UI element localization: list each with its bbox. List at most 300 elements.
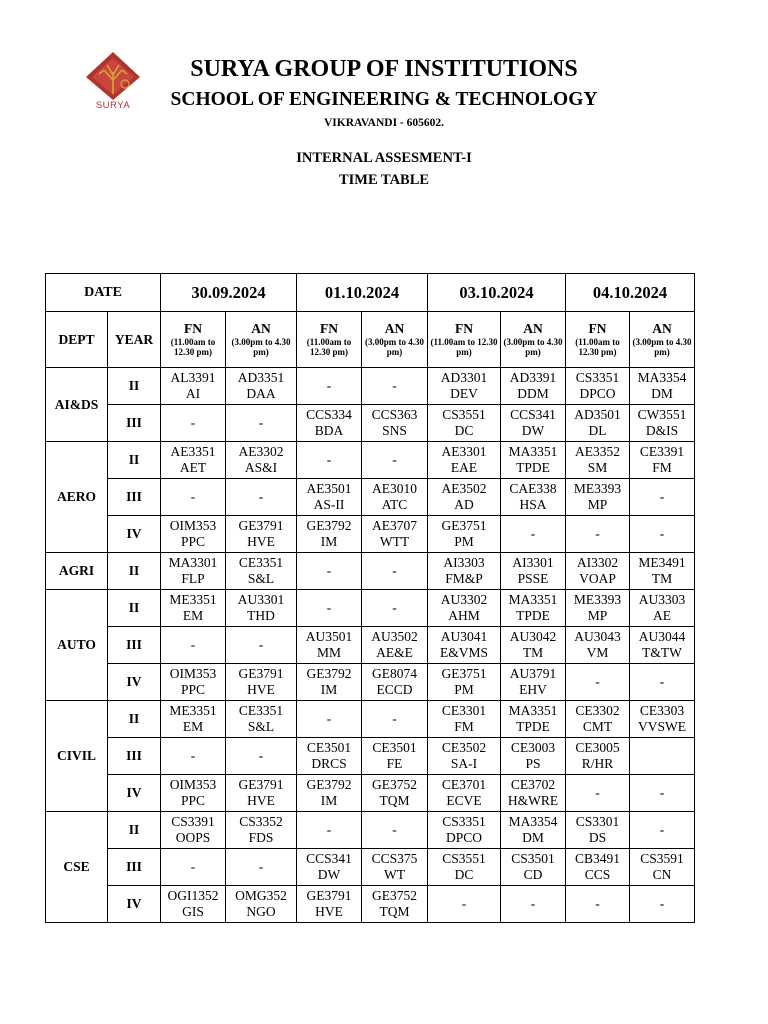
- exam-cell: [630, 553, 695, 590]
- course-abbr: CCS: [584, 867, 611, 882]
- exam-cell: [161, 405, 226, 442]
- exam-cell: [362, 479, 428, 516]
- table-row: [46, 849, 695, 886]
- exam-cell: [297, 775, 362, 812]
- course-abbr: DS: [588, 830, 607, 845]
- exam-cell: [630, 886, 695, 923]
- course-code: -: [392, 711, 397, 726]
- course-abbr: DC: [454, 867, 474, 882]
- course-code: AU3502: [371, 629, 418, 644]
- exam-cell: [161, 664, 226, 701]
- exam-cell: [161, 886, 226, 923]
- exam-cell: [161, 553, 226, 590]
- course-abbr: ATC: [381, 497, 408, 512]
- exam-cell: [566, 849, 630, 886]
- course-abbr: HSA: [519, 497, 547, 512]
- course-code: AD3351: [237, 370, 285, 385]
- exam-cell: [428, 664, 501, 701]
- fn-session-header: [161, 312, 226, 368]
- course-code: OIM353: [169, 518, 217, 533]
- table-row: [46, 664, 695, 701]
- table-row: [46, 701, 695, 738]
- course-code: -: [326, 711, 332, 726]
- address: VIKRAVANDI - 605602.: [323, 117, 445, 129]
- course-code: -: [659, 674, 665, 689]
- course-code: GE3751: [441, 518, 487, 533]
- course-abbr: FM: [652, 460, 672, 475]
- exam-cell: [428, 590, 501, 627]
- course-code: CS3301: [575, 814, 620, 829]
- exam-cell: [428, 442, 501, 479]
- session-time: (3.00pm to 4.30 pm): [365, 337, 425, 357]
- course-code: GE3752: [372, 777, 418, 792]
- course-code: CS3351: [442, 814, 486, 829]
- course-abbr: BDA: [314, 423, 344, 438]
- course-code: -: [190, 859, 196, 874]
- exam-cell: [226, 479, 297, 516]
- an-session-header: [630, 312, 695, 368]
- date-header: 03.10.2024: [428, 274, 566, 312]
- exam-cell: [501, 516, 566, 553]
- course-abbr: CD: [523, 867, 543, 882]
- exam-cell: [428, 775, 501, 812]
- course-abbr: TM: [651, 571, 673, 586]
- exam-cell: [428, 849, 501, 886]
- course-code: AU3303: [638, 592, 686, 607]
- course-code: MA3351: [508, 592, 558, 607]
- course-code: -: [659, 822, 665, 837]
- exam-cell: [297, 738, 362, 775]
- exam-cell: [501, 553, 566, 590]
- course-abbr: FDS: [248, 830, 274, 845]
- course-code: ME3393: [573, 592, 622, 607]
- exam-cell: [630, 627, 695, 664]
- course-abbr: SM: [587, 460, 608, 475]
- course-code: -: [659, 526, 665, 541]
- course-abbr: FLP: [181, 571, 205, 586]
- course-code: -: [392, 378, 397, 393]
- course-code: GE3792: [306, 777, 352, 792]
- course-code: CAE338: [509, 481, 557, 496]
- course-code: AE3352: [575, 444, 621, 459]
- date-header: 01.10.2024: [297, 274, 428, 312]
- course-abbr: DEV: [450, 386, 478, 401]
- exam-cell: [226, 442, 297, 479]
- exam-cell: [226, 886, 297, 923]
- course-code: GE3791: [238, 666, 284, 681]
- session-label: AN: [652, 321, 672, 336]
- course-code: AE3501: [306, 481, 352, 496]
- exam-cell: [297, 849, 362, 886]
- course-code: CS3591: [640, 851, 684, 866]
- year-cell: II: [108, 812, 161, 849]
- course-abbr: MM: [317, 645, 342, 660]
- course-code: AE3010: [372, 481, 418, 496]
- session-label: FN: [588, 321, 607, 336]
- exam-cell: [226, 405, 297, 442]
- course-code: CS3352: [239, 814, 283, 829]
- course-code: -: [258, 415, 264, 430]
- year-cell: IV: [108, 775, 161, 812]
- exam-cell: [428, 368, 501, 405]
- session-time: (11.00am to 12.30 pm): [575, 337, 620, 357]
- course-abbr: S&L: [247, 719, 275, 734]
- dept-cell: AGRI: [46, 553, 108, 590]
- institution-title: SURYA GROUP OF INSTITUTIONS: [190, 56, 578, 82]
- course-code: -: [190, 637, 196, 652]
- exam-cell: [428, 886, 501, 923]
- course-code: MA3351: [508, 703, 558, 718]
- course-code: -: [530, 526, 536, 541]
- course-abbr: T&TW: [642, 645, 682, 660]
- exam-cell: [362, 701, 428, 738]
- year-cell: III: [108, 479, 161, 516]
- course-code: CE3391: [639, 444, 685, 459]
- session-time: (3.00pm to 4.30 pm): [231, 337, 291, 357]
- table-row: [46, 590, 695, 627]
- course-abbr: THD: [247, 608, 275, 623]
- course-code: -: [595, 785, 600, 800]
- course-code: ME3351: [169, 703, 217, 718]
- course-abbr: AS-II: [313, 497, 345, 512]
- course-abbr: VOAP: [579, 571, 616, 586]
- an-session-header: [226, 312, 297, 368]
- course-abbr: VM: [586, 645, 609, 660]
- course-code: CW3551: [637, 407, 687, 422]
- course-abbr: DPCO: [579, 386, 616, 401]
- course-code: -: [392, 822, 397, 837]
- session-label: FN: [184, 321, 203, 336]
- exam-cell: [630, 405, 695, 442]
- course-abbr: TQM: [379, 904, 410, 919]
- course-abbr: WTT: [379, 534, 410, 549]
- exam-cell: [428, 479, 501, 516]
- course-code: CS3551: [442, 851, 486, 866]
- course-abbr: AET: [179, 460, 207, 475]
- exam-cell: [226, 553, 297, 590]
- year-cell: II: [108, 553, 161, 590]
- exam-cell: [428, 516, 501, 553]
- exam-cell: [297, 701, 362, 738]
- course-code: ME3491: [638, 555, 686, 570]
- course-code: CE3502: [441, 740, 487, 755]
- course-code: GE3791: [238, 777, 284, 792]
- course-code: -: [326, 822, 332, 837]
- exam-cell: [566, 442, 630, 479]
- course-abbr: IM: [320, 682, 338, 697]
- date-header: 30.09.2024: [161, 274, 297, 312]
- course-abbr: R/HR: [581, 756, 614, 771]
- exam-cell: [501, 627, 566, 664]
- logo-text: SURYA: [95, 100, 131, 111]
- exam-cell: [630, 738, 695, 775]
- course-code: CCS375: [371, 851, 418, 866]
- course-abbr: TQM: [379, 793, 410, 808]
- course-abbr: TPDE: [516, 608, 550, 623]
- exam-cell: [566, 701, 630, 738]
- exam-cell: [362, 553, 428, 590]
- course-code: CE3303: [639, 703, 685, 718]
- course-code: -: [392, 563, 397, 578]
- course-abbr: AE&E: [376, 645, 413, 660]
- course-code: MA3354: [637, 370, 687, 385]
- course-code: AE3707: [372, 518, 418, 533]
- course-abbr: EM: [182, 719, 204, 734]
- course-abbr: S&L: [247, 571, 275, 586]
- course-code: -: [326, 563, 332, 578]
- course-code: CE3702: [510, 777, 556, 792]
- course-abbr: FE: [386, 756, 403, 771]
- exam-cell: [161, 738, 226, 775]
- course-code: AU3044: [638, 629, 686, 644]
- course-code: AU3501: [305, 629, 353, 644]
- exam-cell: [362, 627, 428, 664]
- timetable: [45, 273, 695, 923]
- exam-cell: [566, 664, 630, 701]
- exam-cell: [630, 849, 695, 886]
- course-code: CE3301: [441, 703, 487, 718]
- course-code: CE3005: [575, 740, 620, 755]
- exam-cell: [566, 812, 630, 849]
- exam-cell: [362, 516, 428, 553]
- course-abbr: VVSWE: [638, 719, 687, 734]
- course-abbr: DPCO: [446, 830, 483, 845]
- exam-cell: [428, 738, 501, 775]
- course-abbr: EHV: [519, 682, 547, 697]
- course-abbr: DAA: [246, 386, 276, 401]
- course-code: -: [392, 600, 397, 615]
- course-abbr: AE: [653, 608, 672, 623]
- exam-cell: [428, 701, 501, 738]
- exam-cell: [226, 849, 297, 886]
- exam-cell: [226, 368, 297, 405]
- course-code: -: [326, 378, 332, 393]
- course-code: -: [190, 489, 196, 504]
- exam-cell: [297, 479, 362, 516]
- dept-label: DEPT: [46, 312, 108, 368]
- school-title: SCHOOL OF ENGINEERING & TECHNOLOGY: [170, 89, 598, 110]
- dept-cell: AI&DS: [46, 368, 108, 442]
- course-code: ME3351: [169, 592, 217, 607]
- course-code: CE3351: [238, 703, 284, 718]
- course-code: -: [190, 748, 196, 763]
- exam-cell: [362, 590, 428, 627]
- fn-session-header: [297, 312, 362, 368]
- date-header: 04.10.2024: [566, 274, 695, 312]
- fn-session-header: [428, 312, 501, 368]
- course-abbr: FM: [454, 719, 474, 734]
- dept-cell: CIVIL: [46, 701, 108, 812]
- exam-cell: [501, 738, 566, 775]
- exam-cell: [362, 738, 428, 775]
- course-abbr: PPC: [181, 682, 206, 697]
- session-time: (11.00am to 12.30 pm): [430, 337, 498, 357]
- course-code: GE3792: [306, 666, 352, 681]
- exam-cell: [630, 442, 695, 479]
- course-code: -: [258, 637, 264, 652]
- course-abbr: DDM: [517, 386, 549, 401]
- course-abbr: TPDE: [516, 460, 550, 475]
- course-abbr: EAE: [450, 460, 478, 475]
- year-cell: II: [108, 442, 161, 479]
- exam-cell: [566, 738, 630, 775]
- course-code: AU3301: [237, 592, 285, 607]
- course-code: MA3354: [508, 814, 558, 829]
- exam-cell: [501, 812, 566, 849]
- document-title: TIME TABLE: [338, 172, 430, 188]
- course-code: CCS341: [510, 407, 556, 422]
- exam-cell: [226, 775, 297, 812]
- course-abbr: AD: [454, 497, 474, 512]
- course-abbr: SNS: [382, 423, 407, 438]
- course-code: GE3791: [238, 518, 284, 533]
- course-code: AD3391: [509, 370, 557, 385]
- course-code: -: [258, 489, 264, 504]
- course-abbr: PSSE: [517, 571, 549, 586]
- course-abbr: WT: [384, 867, 406, 882]
- course-abbr: D&IS: [645, 423, 679, 438]
- exam-cell: [566, 775, 630, 812]
- exam-cell: [501, 479, 566, 516]
- course-abbr: PS: [525, 756, 541, 771]
- course-abbr: EM: [182, 608, 204, 623]
- exam-cell: [297, 812, 362, 849]
- course-abbr: MP: [587, 608, 608, 623]
- course-abbr: DW: [521, 423, 545, 438]
- exam-cell: [501, 849, 566, 886]
- year-cell: III: [108, 738, 161, 775]
- exam-title: INTERNAL ASSESMENT-I: [296, 150, 472, 166]
- table-row: [46, 405, 695, 442]
- course-code: CE3501: [372, 740, 417, 755]
- exam-cell: [362, 812, 428, 849]
- course-abbr: PPC: [181, 793, 206, 808]
- exam-cell: [566, 886, 630, 923]
- exam-cell: [428, 553, 501, 590]
- exam-cell: [501, 368, 566, 405]
- exam-cell: [297, 886, 362, 923]
- course-code: CCS363: [371, 407, 418, 422]
- exam-cell: [297, 664, 362, 701]
- exam-cell: [566, 553, 630, 590]
- exam-cell: [161, 775, 226, 812]
- exam-cell: [161, 516, 226, 553]
- course-code: AU3041: [440, 629, 488, 644]
- exam-cell: [297, 627, 362, 664]
- exam-cell: [630, 812, 695, 849]
- course-code: CB3491: [575, 851, 621, 866]
- exam-cell: [362, 368, 428, 405]
- course-code: AE3502: [441, 481, 487, 496]
- exam-cell: [297, 405, 362, 442]
- year-label: YEAR: [108, 312, 161, 368]
- exam-cell: [161, 479, 226, 516]
- course-code: AD3301: [440, 370, 488, 385]
- course-code: OGI1352: [167, 888, 219, 903]
- course-abbr: E&VMS: [440, 645, 489, 660]
- year-cell: III: [108, 627, 161, 664]
- course-abbr: HVE: [315, 904, 343, 919]
- course-code: CS3391: [171, 814, 215, 829]
- course-code: GE8074: [372, 666, 418, 681]
- year-cell: II: [108, 590, 161, 627]
- year-cell: II: [108, 701, 161, 738]
- course-code: CCS341: [306, 851, 352, 866]
- an-session-header: [362, 312, 428, 368]
- course-abbr: SA-I: [450, 756, 478, 771]
- exam-cell: [362, 664, 428, 701]
- course-code: GE3752: [372, 888, 418, 903]
- course-code: -: [659, 489, 665, 504]
- exam-cell: [297, 553, 362, 590]
- course-code: CE3501: [306, 740, 352, 755]
- session-label: AN: [251, 321, 271, 336]
- exam-cell: [161, 701, 226, 738]
- exam-cell: [566, 405, 630, 442]
- exam-cell: [501, 775, 566, 812]
- course-code: -: [595, 526, 600, 541]
- course-code: OIM353: [169, 666, 217, 681]
- fn-session-header: [566, 312, 630, 368]
- exam-cell: [362, 849, 428, 886]
- table-row: [46, 886, 695, 923]
- course-code: CE3701: [441, 777, 487, 792]
- table-row: [46, 479, 695, 516]
- exam-cell: [226, 738, 297, 775]
- course-code: CS3351: [575, 370, 620, 385]
- course-code: AU3302: [440, 592, 488, 607]
- course-code: OMG352: [235, 888, 287, 903]
- course-code: CE3302: [575, 703, 620, 718]
- course-code: -: [461, 896, 467, 911]
- exam-cell: [630, 775, 695, 812]
- course-code: OIM353: [169, 777, 217, 792]
- course-abbr: IM: [320, 534, 338, 549]
- table-row: [46, 627, 695, 664]
- exam-cell: [501, 405, 566, 442]
- course-code: AU3791: [509, 666, 557, 681]
- table-row: [46, 775, 695, 812]
- table-row: [46, 738, 695, 775]
- exam-cell: [161, 849, 226, 886]
- course-code: -: [659, 896, 665, 911]
- exam-cell: [630, 516, 695, 553]
- exam-cell: [630, 590, 695, 627]
- exam-cell: [362, 442, 428, 479]
- exam-cell: [297, 590, 362, 627]
- exam-cell: [501, 701, 566, 738]
- an-session-header: [501, 312, 566, 368]
- session-header-row: [46, 312, 695, 368]
- course-code: -: [190, 415, 196, 430]
- course-abbr: HVE: [247, 682, 275, 697]
- course-code: AE3351: [170, 444, 216, 459]
- exam-cell: [161, 812, 226, 849]
- course-abbr: H&WRE: [507, 793, 559, 808]
- course-abbr: PM: [454, 682, 474, 697]
- course-code: CS3551: [442, 407, 486, 422]
- exam-cell: [297, 442, 362, 479]
- session-time: (11.00am to 12.30 pm): [306, 337, 352, 357]
- course-abbr: PM: [454, 534, 474, 549]
- course-code: GE3792: [306, 518, 352, 533]
- exam-cell: [226, 516, 297, 553]
- course-abbr: HVE: [247, 793, 275, 808]
- course-code: -: [392, 452, 397, 467]
- session-label: FN: [455, 321, 474, 336]
- course-code: -: [530, 896, 536, 911]
- course-abbr: DM: [651, 386, 673, 401]
